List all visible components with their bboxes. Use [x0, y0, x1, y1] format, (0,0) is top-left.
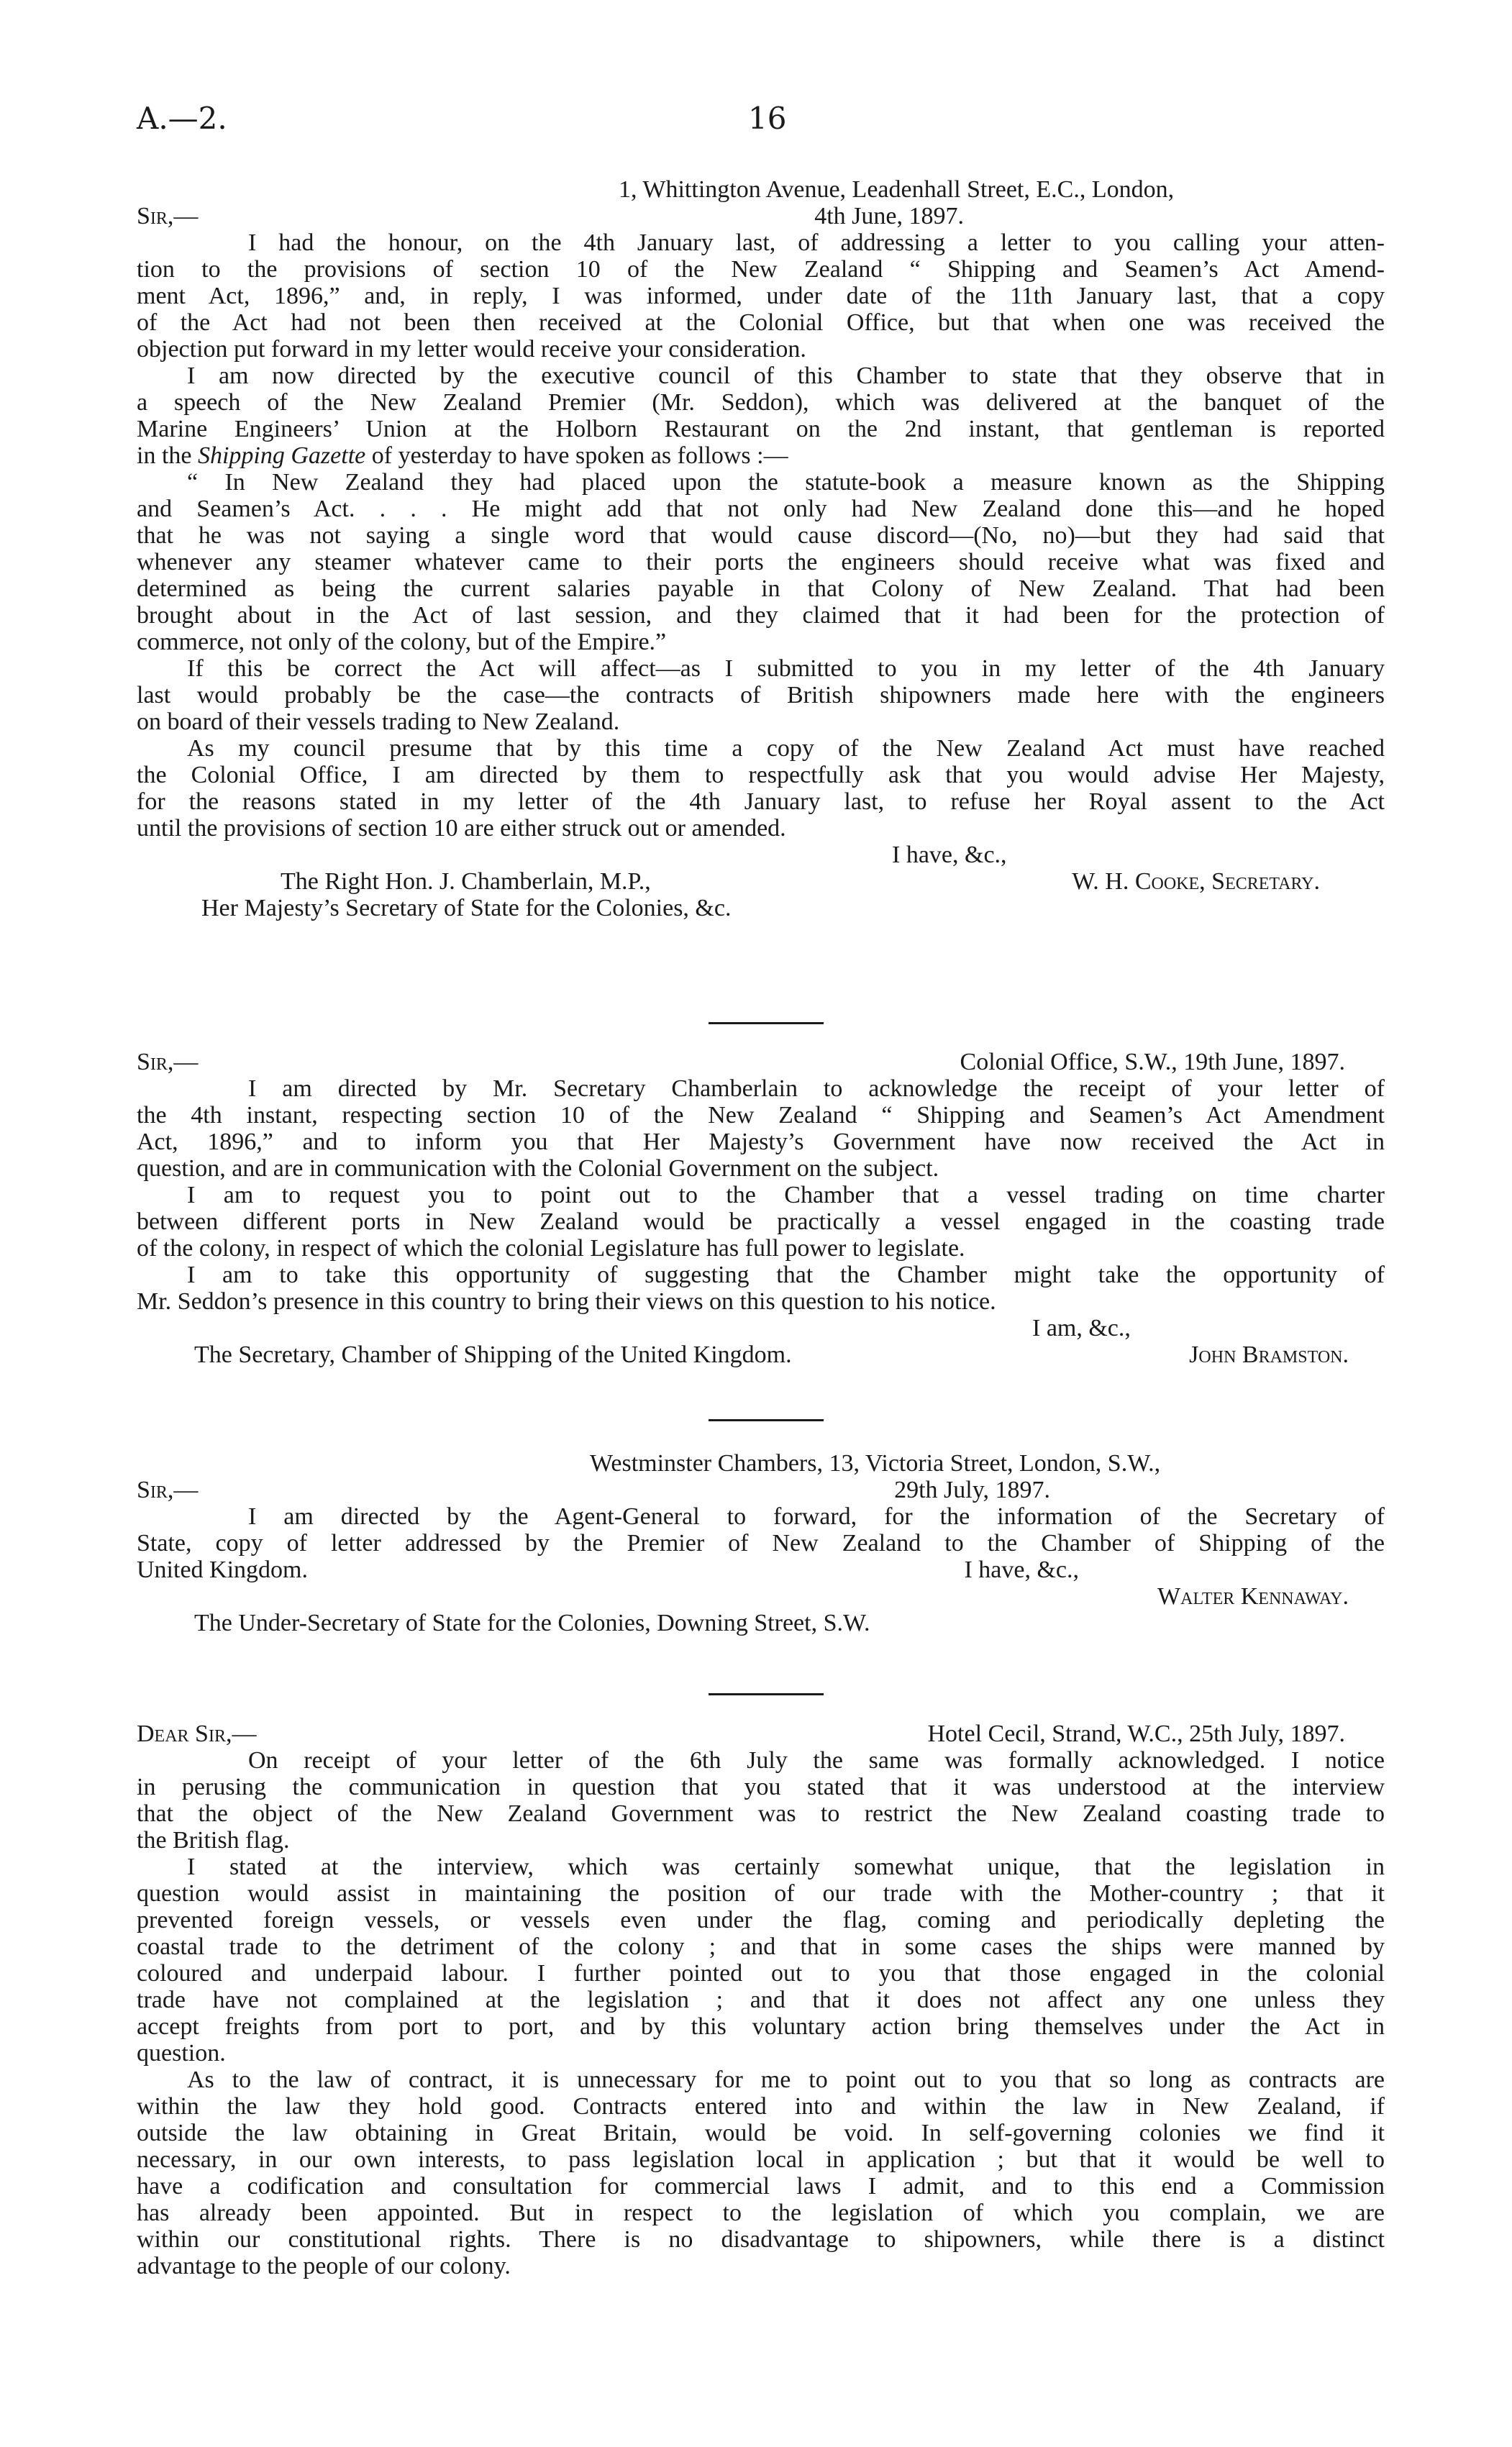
letter-3-salutation: Sir,—	[137, 1477, 199, 1503]
letter-1-closing: I have, &c.,	[892, 842, 1007, 868]
letter-1-p4-l3: on board of their vessels trading to New Zealand.	[137, 708, 620, 735]
letter-2-p2-l1: I am to request you to point out to the Chamber that a vessel trading on time charter	[187, 1182, 1385, 1208]
letter-4-p3-l4: necessary, in our own interests, to pass legislation local in application ; but that it would be well to	[137, 2146, 1385, 2173]
letter-1-p5-l1: As my council presume that by this time a copy of the New Zealand Act must have reached	[187, 735, 1385, 762]
letter-2-p1-l4: question, and are in communication with the Colonial Government on the subject.	[137, 1155, 939, 1182]
letter-4-p3-l1: As to the law of contract, it is unnecessary for me to point out to you that so long as contracts are	[187, 2066, 1385, 2093]
letter-1-p3-l1: “ In New Zealand they had placed upon the statute-book a measure known as the Shipping	[187, 469, 1385, 496]
letter-3-date: 29th July, 1897.	[894, 1477, 1050, 1503]
letter-4-p2-l7: accept freights from port to port, and by this voluntary action bring themselves under the Act in	[137, 2013, 1385, 2040]
letter-4-p3-l7: within our constitutional rights. There is no disadvantage to shipowners, while there is a distinct	[137, 2226, 1385, 2253]
letter-3-addressee: The Under-Secretary of State for the Colonies, Downing Street, S.W.	[194, 1610, 870, 1636]
letter-4-p2-l5: coloured and underpaid labour. I further pointed out to you that those engaged in the colonial	[137, 1960, 1385, 1987]
letter-4-p1-l4: the British flag.	[137, 1827, 290, 1854]
letter-4-p2-l6: trade have not complained at the legislation ; and that it does not affect any one unless they	[137, 1987, 1385, 2013]
letter-3	[137, 1450, 1385, 1636]
letter-3-p1-l3: United Kingdom.	[137, 1557, 308, 1583]
letter-1-p3-l7: commerce, not only of the colony, but of the Empire.”	[137, 629, 667, 655]
letter-4-p2-l2: question would assist in maintaining the position of our trade with the Mother-country ; that it	[137, 1880, 1385, 1907]
letter-1	[137, 176, 1385, 921]
letter-1-p3-l2: and Seamen’s Act. . . . He might add that not only had New Zealand done this—and he hoped	[137, 496, 1385, 522]
letter-1-p2-l4: in the Shipping Gazette of yesterday to have spoken as follows :—	[137, 442, 788, 469]
letter-3-signature: Walter Kennaway.	[1157, 1583, 1349, 1610]
letter-1-signature: W. H. Cooke, Secretary.	[1072, 868, 1320, 895]
letter-3-p1-l2: State, copy of letter addressed by the Premier of New Zealand to the Chamber of Shipping of the	[137, 1530, 1385, 1557]
letter-1-p4-l1: If this be correct the Act will affect—as I submitted to you in my letter of the 4th January	[187, 655, 1385, 682]
letter-1-p4-l2: last would probably be the case—the contracts of British shipowners made here with the engineers	[137, 682, 1385, 708]
letter-1-p3-l6: brought about in the Act of last session, and they claimed that it had been for the protection of	[137, 602, 1385, 629]
letter-2-p1-l3: Act, 1896,” and to inform you that Her Majesty’s Government have now received the Act in	[137, 1129, 1385, 1155]
letter-2-p1-l1: I am directed by Mr. Secretary Chamberlain to acknowledge the receipt of your letter of	[248, 1075, 1385, 1102]
letter-1-p1-l1: I had the honour, on the 4th January last, of addressing a letter to you calling your atten-	[248, 229, 1385, 256]
letter-2-salutation: Sir,—	[137, 1049, 199, 1075]
letter-1-p1-l3: ment Act, 1896,” and, in reply, I was informed, under date of the 11th January last, that a copy	[137, 283, 1385, 309]
letter-1-p5-l3: for the reasons stated in my letter of the 4th January last, to refuse her Royal assent to the Act	[137, 788, 1385, 815]
letter-1-p3-l3: that he was not saying a single word that would cause discord—(No, no)—but they had said that	[137, 522, 1385, 549]
letter-4-p3-l5: have a codification and consultation for commercial laws I admit, and to this end a Commission	[137, 2173, 1385, 2200]
letter-1-p1-l2: tion to the provisions of section 10 of the New Zealand “ Shipping and Seamen’s Act Amend-	[137, 256, 1385, 283]
letter-2-address: Colonial Office, S.W., 19th June, 1897.	[960, 1049, 1345, 1075]
letter-1-salutation: Sir,—	[137, 203, 199, 229]
letter-2-p2-l2: between different ports in New Zealand would be practically a vessel engaged in the coasting trade	[137, 1208, 1385, 1235]
letter-2-p3-l1: I am to take this opportunity of suggesting that the Chamber might take the opportunity of	[187, 1262, 1385, 1288]
letter-2-p2-l3: of the colony, in respect of which the colonial Legislature has full power to legislate.	[137, 1235, 965, 1262]
letter-4	[137, 1721, 1385, 2279]
letter-4-p1-l3: that the object of the New Zealand Government was to restrict the New Zealand coasting trade to	[137, 1800, 1385, 1827]
letter-1-p2-l1: I am now directed by the executive council of this Chamber to state that they observe that in	[187, 363, 1385, 389]
letter-3-address: Westminster Chambers, 13, Victoria Street, London, S.W.,	[590, 1450, 1161, 1477]
separator-rule-3	[709, 1693, 824, 1695]
letter-1-p1-l4: of the Act had not been then received at the Colonial Office, but that when one was received the	[137, 309, 1385, 336]
letter-1-address: 1, Whittington Avenue, Leadenhall Street, E.C., London,	[619, 176, 1175, 203]
letter-1-addressee: The Right Hon. J. Chamberlain, M.P.,	[281, 868, 651, 895]
letter-4-p2-l3: prevented foreign vessels, or vessels even under the flag, coming and periodically depleting the	[137, 1907, 1385, 1933]
letter-2	[137, 1049, 1385, 1368]
letter-1-p3-l4: whenever any steamer whatever came to their ports the engineers should receive what was fixed and	[137, 549, 1385, 575]
letter-4-p1-l2: in perusing the communication in question that you stated that it was understood at the interview	[137, 1774, 1385, 1800]
letter-3-p1-l1: I am directed by the Agent-General to forward, for the information of the Secretary of	[248, 1503, 1385, 1530]
letter-4-address: Hotel Cecil, Strand, W.C., 25th July, 1897.	[927, 1721, 1345, 1747]
letter-1-date: 4th June, 1897.	[814, 203, 964, 229]
letter-4-p3-l6: has already been appointed. But in respect to the legislation of which you complain, we are	[137, 2200, 1385, 2226]
letter-1-p2-l2: a speech of the New Zealand Premier (Mr. Seddon), which was delivered at the banquet of the	[137, 389, 1385, 416]
page-number: 16	[748, 101, 787, 136]
letter-4-p3-l2: within the law they hold good. Contracts entered into and within the law in New Zealand, if	[137, 2093, 1385, 2120]
separator-rule-2	[709, 1419, 824, 1421]
letter-2-signature: John Bramston.	[1189, 1341, 1349, 1368]
letter-3-closing: I have, &c.,	[964, 1557, 1079, 1583]
newspaper-title: Shipping Gazette	[197, 442, 366, 469]
letter-2-p1-l2: the 4th instant, respecting section 10 of the New Zealand “ Shipping and Seamen’s Act Amendment	[137, 1102, 1385, 1129]
letter-2-p3-l2: Mr. Seddon’s presence in this country to bring their views on this question to his notice.	[137, 1288, 996, 1315]
letter-1-p3-l5: determined as being the current salaries payable in that Colony of New Zealand. That had been	[137, 575, 1385, 602]
letter-4-p1-l1: On receipt of your letter of the 6th July the same was formally acknowledged. I notice	[248, 1747, 1385, 1774]
letter-4-p2-l1: I stated at the interview, which was certainly somewhat unique, that the legislation in	[187, 1854, 1385, 1880]
letter-4-p3-l8: advantage to the people of our colony.	[137, 2253, 511, 2279]
letter-1-p2-l3: Marine Engineers’ Union at the Holborn Restaurant on the 2nd instant, that gentleman is reported	[137, 416, 1385, 442]
letter-4-p2-l4: coastal trade to the detriment of the colony ; and that in some cases the ships were manned by	[137, 1933, 1385, 1960]
letter-4-p3-l3: outside the law obtaining in Great Britain, would be void. In self-governing colonies we find it	[137, 2120, 1385, 2146]
letter-1-p1-l5: objection put forward in my letter would receive your consideration.	[137, 336, 806, 363]
letter-2-closing: I am, &c.,	[1032, 1315, 1131, 1341]
letter-1-p5-l4: until the provisions of section 10 are either struck out or amended.	[137, 815, 786, 842]
letter-2-addressee: The Secretary, Chamber of Shipping of the United Kingdom.	[194, 1341, 792, 1368]
separator-rule-1	[709, 1022, 824, 1024]
document-reference: A.—2.	[137, 101, 227, 136]
letter-1-addressee-title: Her Majesty’s Secretary of State for the Colonies, &c.	[201, 895, 732, 921]
letter-4-p2-l8: question.	[137, 2040, 226, 2066]
letter-4-salutation: Dear Sir,—	[137, 1721, 257, 1747]
letter-1-p5-l2: the Colonial Office, I am directed by them to respectfully ask that you would advise Her Majesty,	[137, 762, 1385, 788]
